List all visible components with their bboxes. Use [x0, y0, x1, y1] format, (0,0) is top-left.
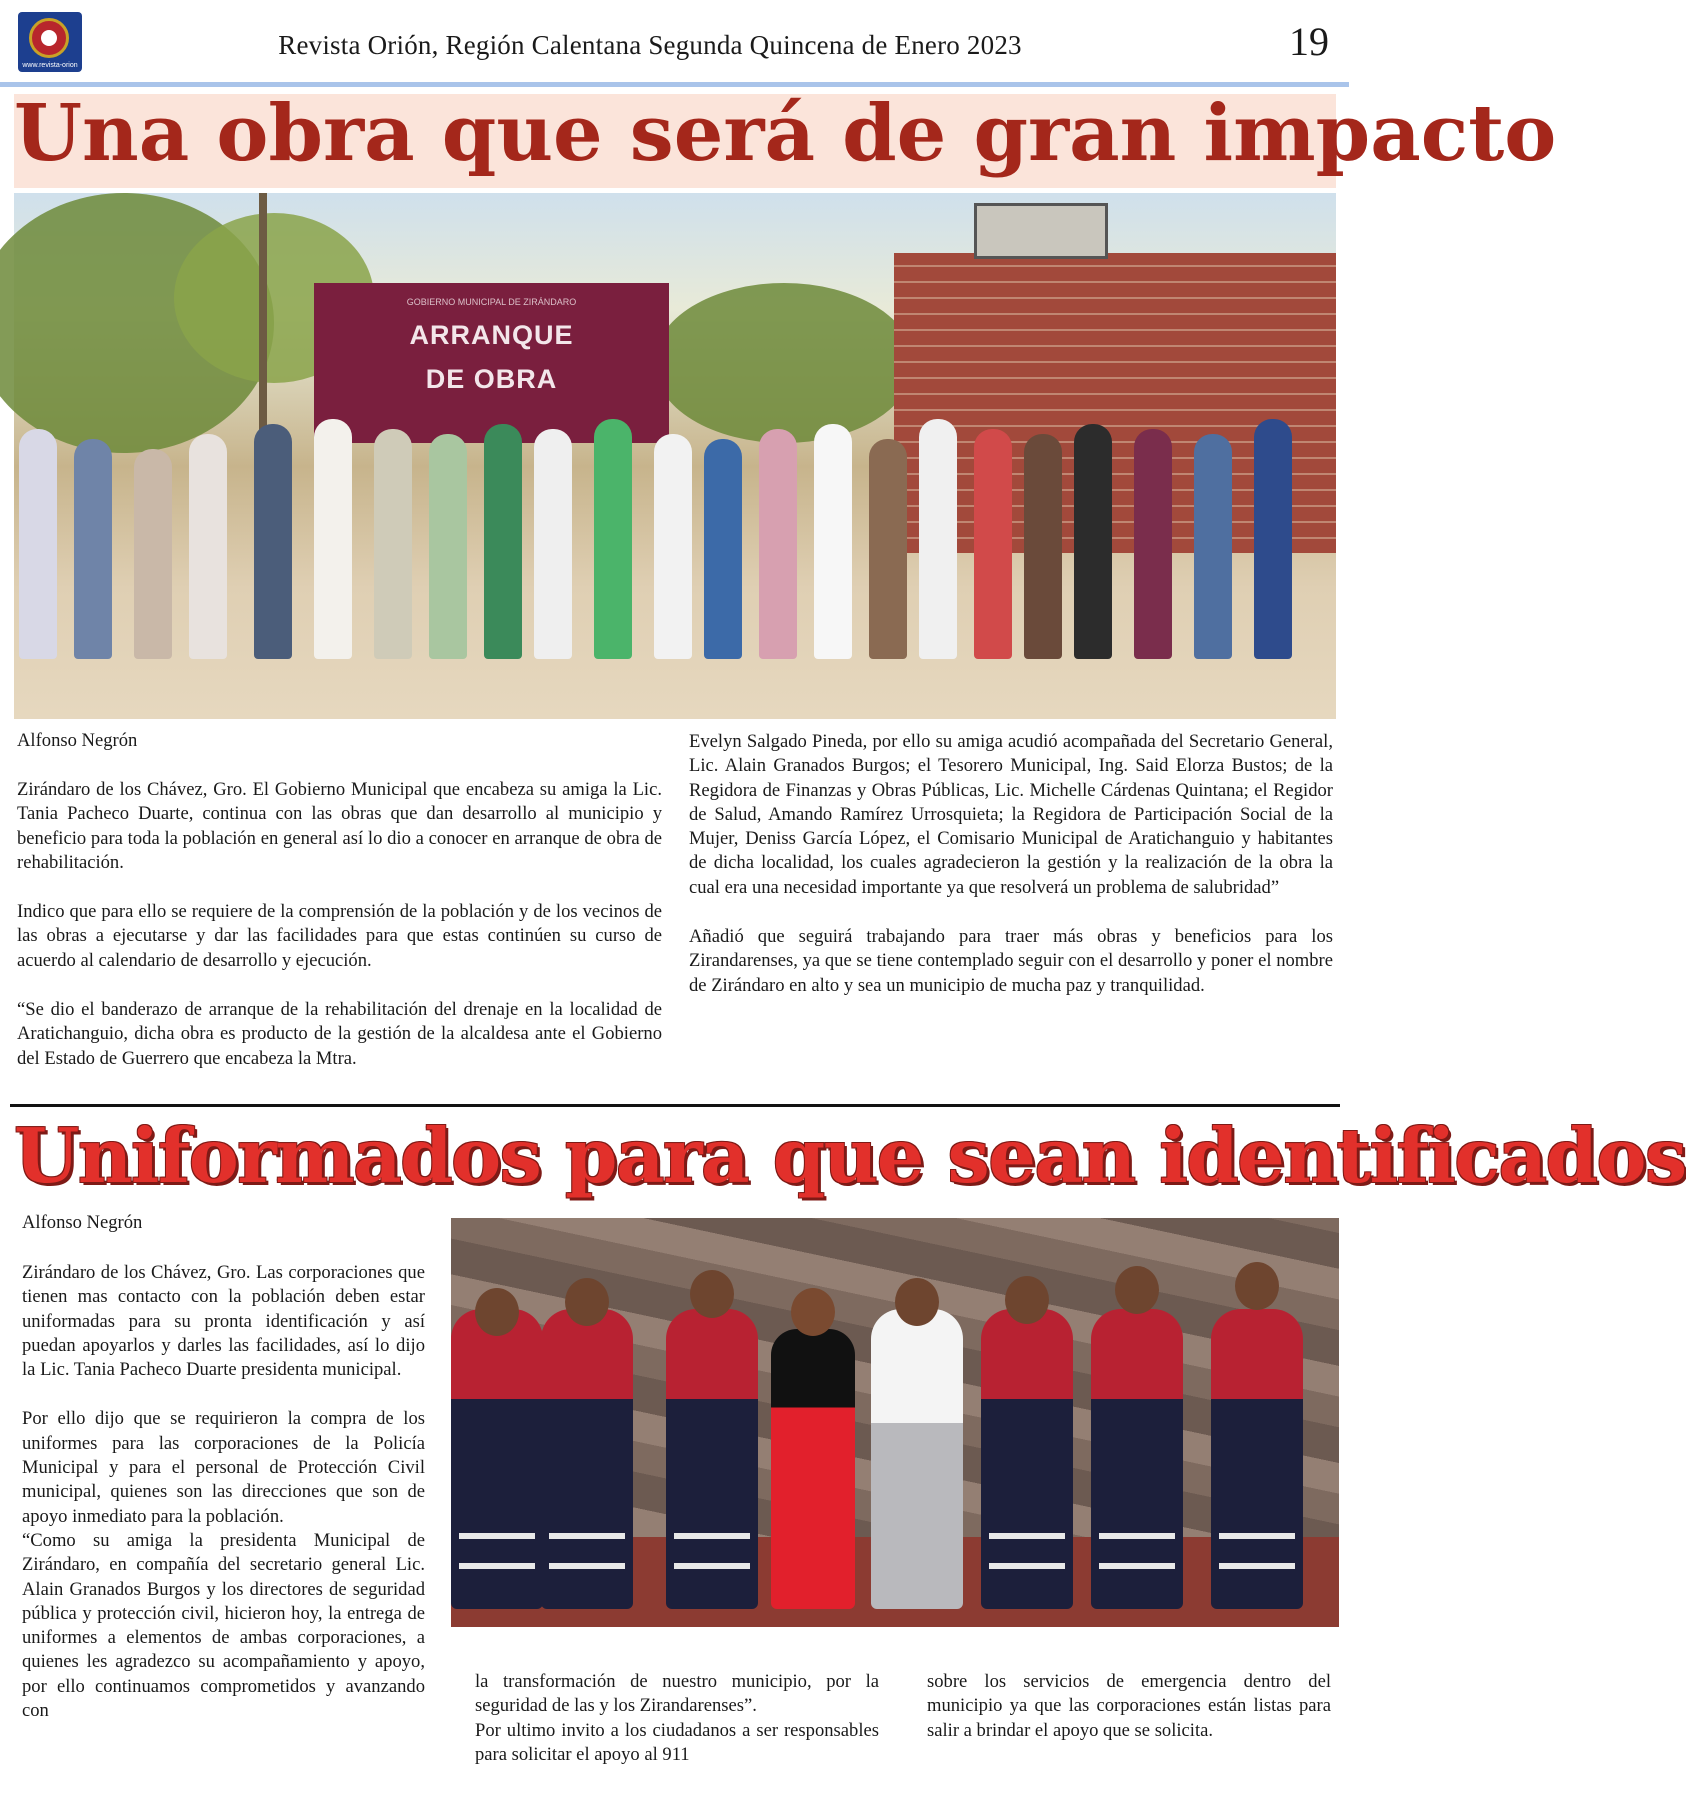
section-divider [10, 1104, 1340, 1107]
paragraph: “Se dio el banderazo de arranque de la rehabilitación del drenaje en la localidad de Aratichanguio, dicha obra es producto de la gestión de la alcaldesa ante el Gobierno del Estado de Guerrero que encabeza la Mtra. [17, 999, 662, 1069]
header-divider [0, 82, 1349, 87]
paragraph: la transformación de nuestro municipio, por la seguridad de las y los Zirandarenses”. [475, 1671, 879, 1717]
paragraph: sobre los servicios de emergencia dentro del municipio ya que las corporaciones están listas para salir a brindar el apoyo que se solicita. [927, 1671, 1331, 1741]
photo-banner: GOBIERNO MUNICIPAL DE ZIRÁNDARO ARRANQUE DE OBRA [314, 283, 669, 443]
paragraph: Añadió que seguirá trabajando para traer más obras y beneficios para los Zirandarenses, ya que se tiene contemplado seguir con el desarrollo y poner el nombre de Zirándaro en alto y sea un municipio de mucha paz y tranquilidad. [689, 926, 1333, 996]
article2-headline: Uniformados para que sean identificados [14, 1112, 1686, 1200]
article2-column-right [927, 1670, 1331, 1743]
article1-byline: Alfonso Negrón [17, 730, 138, 751]
paragraph: Por ello dijo que se requirieron la compra de los uniformes para las corporaciones de la Policía Municipal y para el personal de Protección Civil municipal, quienes son las direcciones que son de apoyo inmediato para la población. [22, 1408, 425, 1527]
paragraph: Zirándaro de los Chávez, Gro. El Gobierno Municipal que encabeza su amiga la Lic. Tania Pacheco Duarte, continua con las obras que dan desarrollo al municipio y beneficio para toda la población en general así lo dio a conocer en arranque de obra de rehabilitación. [17, 779, 662, 873]
article2-column-middle [475, 1670, 879, 1767]
article1-column-left [17, 778, 662, 1096]
magazine-logo-icon: www.revista-orion [18, 12, 82, 72]
paragraph: Indico que para ello se requiere de la comprensión de la población y de los vecinos de las obras a ejecutarse y dar las facilidades para que estas continúen su curso de acuerdo al calendario de desarrollo y ejecución. [17, 901, 662, 971]
article2-column-left [22, 1261, 425, 1723]
paragraph: “Como su amiga la presidenta Municipal de Zirándaro, en compañía del secretario general Lic. Alain Granados Burgos y los directores de seguridad pública y protección civil, hicieron hoy, la entrega de uniformes a elementos de ambas corporaciones, a quienes les agradezco su acompañamiento y apoyo, por ello continuamos comprometidos y avanzando con [22, 1529, 425, 1722]
article1-column-right [689, 730, 1333, 1023]
paragraph: Zirándaro de los Chávez, Gro. Las corporaciones que tienen mas contacto con la población deben estar uniformadas para su pronta identificación y así puedan apoyarlos y darles las facilidades, así lo dijo la Lic. Tania Pacheco Duarte presidenta municipal. [22, 1262, 425, 1381]
paragraph: Por ultimo invito a los ciudadanos a ser responsables para solicitar el apoyo al 911 [475, 1719, 879, 1765]
street-sign [974, 203, 1108, 259]
article2-byline: Alfonso Negrón [22, 1212, 143, 1233]
publication-header: Revista Orión, Región Calentana Segunda Quincena de Enero 2023 [278, 30, 1022, 60]
paragraph: Evelyn Salgado Pineda, por ello su amiga acudió acompañada del Secretario General, Lic. Alain Granados Burgos; el Tesorero Municipal, Ing. Said Elorza Bustos; de la Regidora de Finanzas y Obras Públicas, Lic. Michelle Cárdenas Quintana; el Regidor de Salud, Amando Ramírez Urrosquieta; la Regidora de Participación Social de la Mujer, Deniss García López, el Comisario Municipal de Aratichanguio y habitantes de dicha localidad, los cuales agradecieron la gestión y la realización de la obra la cual era una necesidad importante ya que resolverá un problema de salubridad” [689, 731, 1333, 898]
article2-photo [451, 1218, 1339, 1627]
article1-photo [14, 193, 1336, 719]
page-number: 19 [1289, 19, 1329, 64]
article1-headline: Una obra que será de gran impacto [14, 88, 1557, 179]
